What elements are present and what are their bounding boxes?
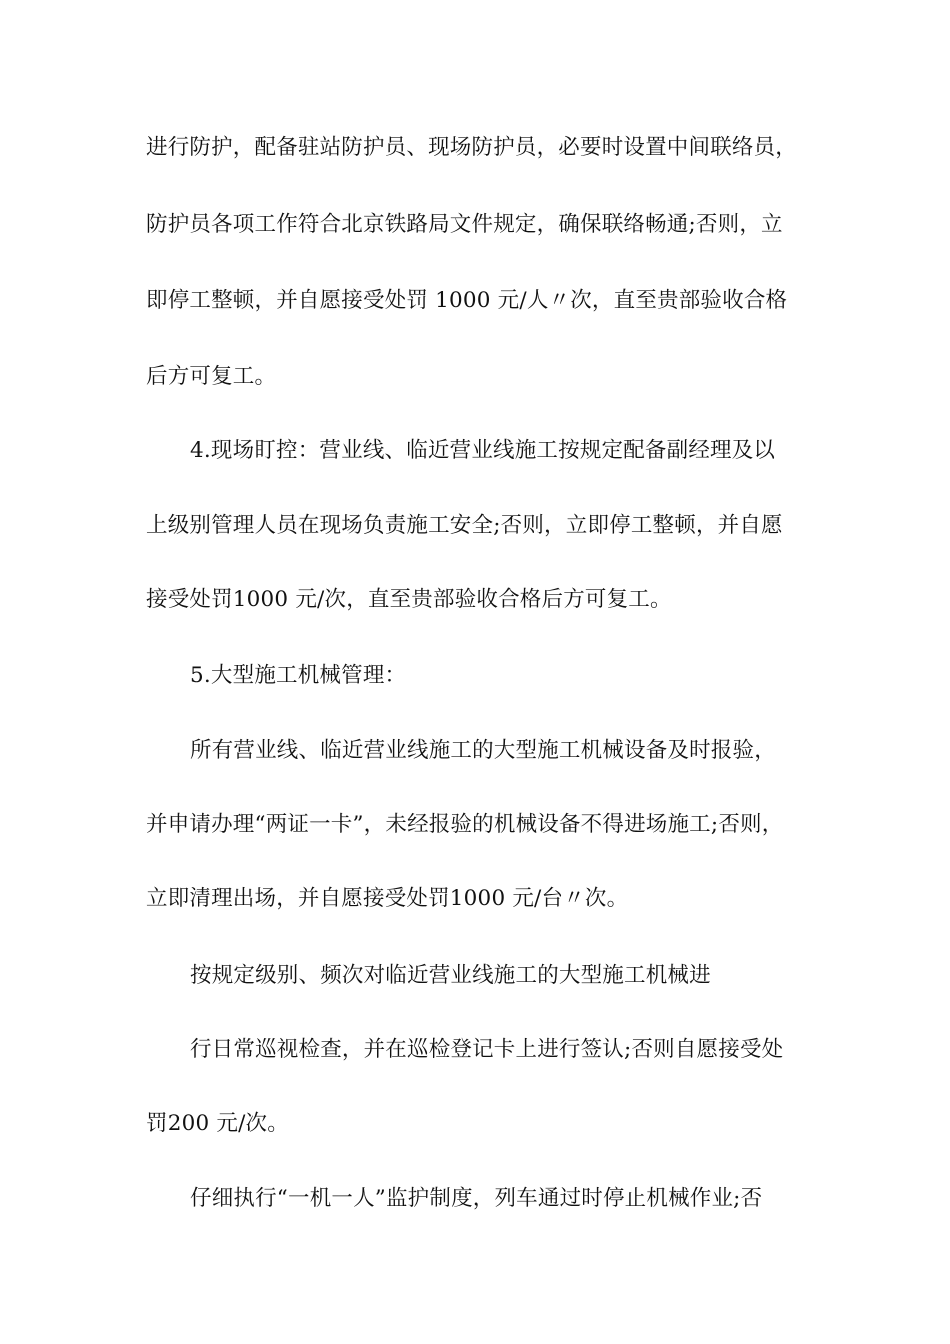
paragraph-line: 进行防护，配备驻站防护员、现场防护员，必要时设置中间联络员， (146, 135, 798, 160)
paragraph-line: 后方可复工。 (146, 364, 277, 389)
paragraph-line: 所有营业线、临近营业线施工的大型施工机械设备及时报验， (190, 738, 776, 763)
paragraph-line: 4.现场盯控：营业线、临近营业线施工按规定配备副经理及以 (190, 438, 776, 463)
paragraph-line: 防护员各项工作符合北京铁路局文件规定，确保联络畅通;否则，立 (146, 212, 783, 237)
paragraph-line: 接受处罚1000 元/次，直至贵部验收合格后方可复工。 (146, 587, 672, 612)
paragraph-line: 并申请办理“两证一卡”，未经报验的机械设备不得进场施工;否则， (146, 812, 784, 837)
paragraph-line: 立即清理出场，并自愿接受处罚1000 元/台〃次。 (146, 886, 629, 911)
paragraph-line: 上级别管理人员在现场负责施工安全;否则，立即停工整顿，并自愿 (146, 513, 783, 538)
paragraph-line: 即停工整顿，并自愿接受处罚 1000 元/人〃次，直至贵部验收合格 (146, 288, 788, 313)
section-heading: 5.大型施工机械管理： (190, 663, 407, 688)
paragraph-line: 按规定级别、频次对临近营业线施工的大型施工机械进 (190, 963, 711, 988)
paragraph-line: 行日常巡视检查，并在巡检登记卡上进行签认;否则自愿接受处 (190, 1037, 784, 1062)
paragraph-line: 仔细执行“一机一人”监护制度，列车通过时停止机械作业;否 (190, 1186, 763, 1211)
paragraph-line: 罚200 元/次。 (146, 1111, 289, 1136)
